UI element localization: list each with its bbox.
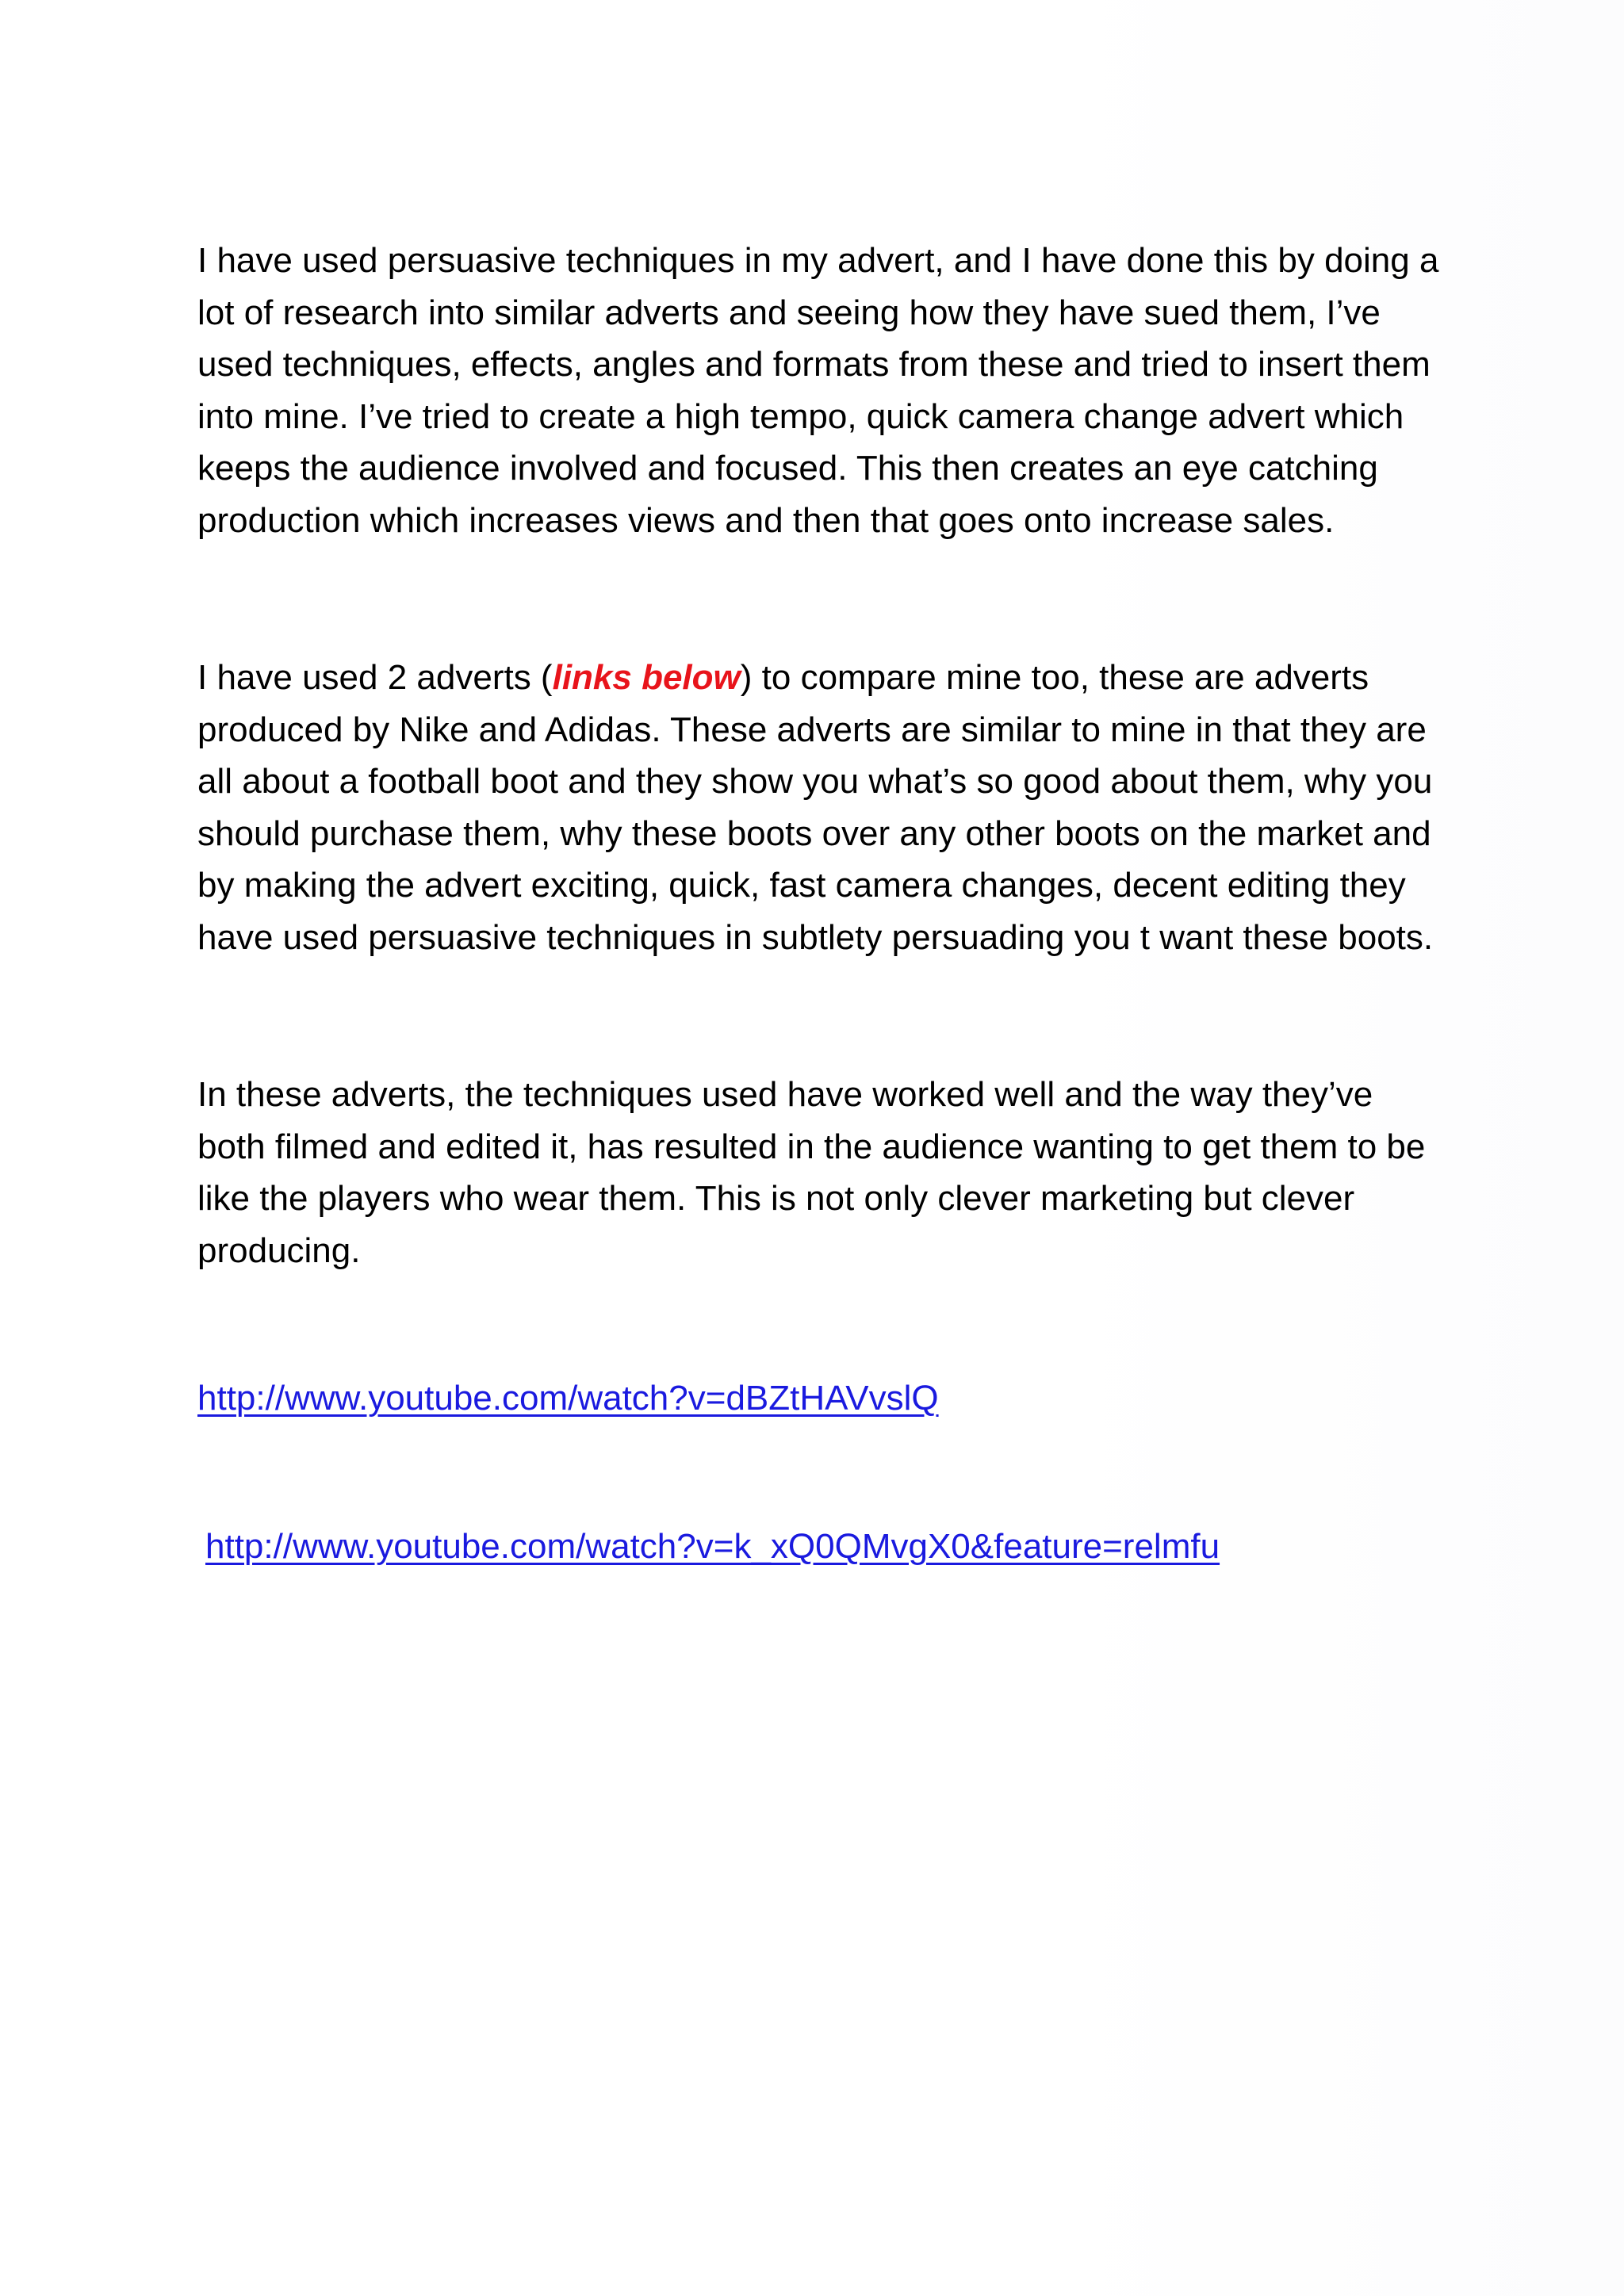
paragraph-persuasive-techniques: I have used persuasive techniques in my advert, and I have done this by doing a lot of research into similar adverts and seeing how they have sued them, I’ve used techniques, effects, angles and formats from these and tried to insert them into mine. I’ve tried to create a high tempo, quick camera change advert which keeps the audience involved and focused. This then creates an eye catching production which increases views and then that goes onto increase sales. [197,241,1439,540]
links-below-emphasis: links below [552,658,741,697]
youtube-link-adidas[interactable]: http://www.youtube.com/watch?v=k_xQ0QMvgX0&feature=relmfu [205,1526,1220,1566]
paragraph-conclusion: In these adverts, the techniques used have worked well and the way they’ve both filmed and edited it, has resulted in the audience wanting to get them to be like the players who wear them. This is not only clever marketing but clever producing. [197,1075,1426,1270]
youtube-link-nike[interactable]: http://www.youtube.com/watch?v=dBZtHAVvslQ [197,1379,939,1418]
paragraph-compared-adverts [197,652,1450,963]
paragraph-compared-adverts-body: ) to compare mine too, these are adverts produced by Nike and Adidas. These adverts are similar to mine in that they are all about a football boot and they show you what’s so good about them, why you should purchase them, why these boots over any other boots on the market and by making the advert exciting, quick, fast camera changes, decent editing they have used persuasive techniques in subtlety persuading you t want these boots. [197,658,1434,957]
document-body [197,235,1450,1572]
paragraph-compared-adverts-intro: I have used 2 adverts ( [197,658,553,697]
